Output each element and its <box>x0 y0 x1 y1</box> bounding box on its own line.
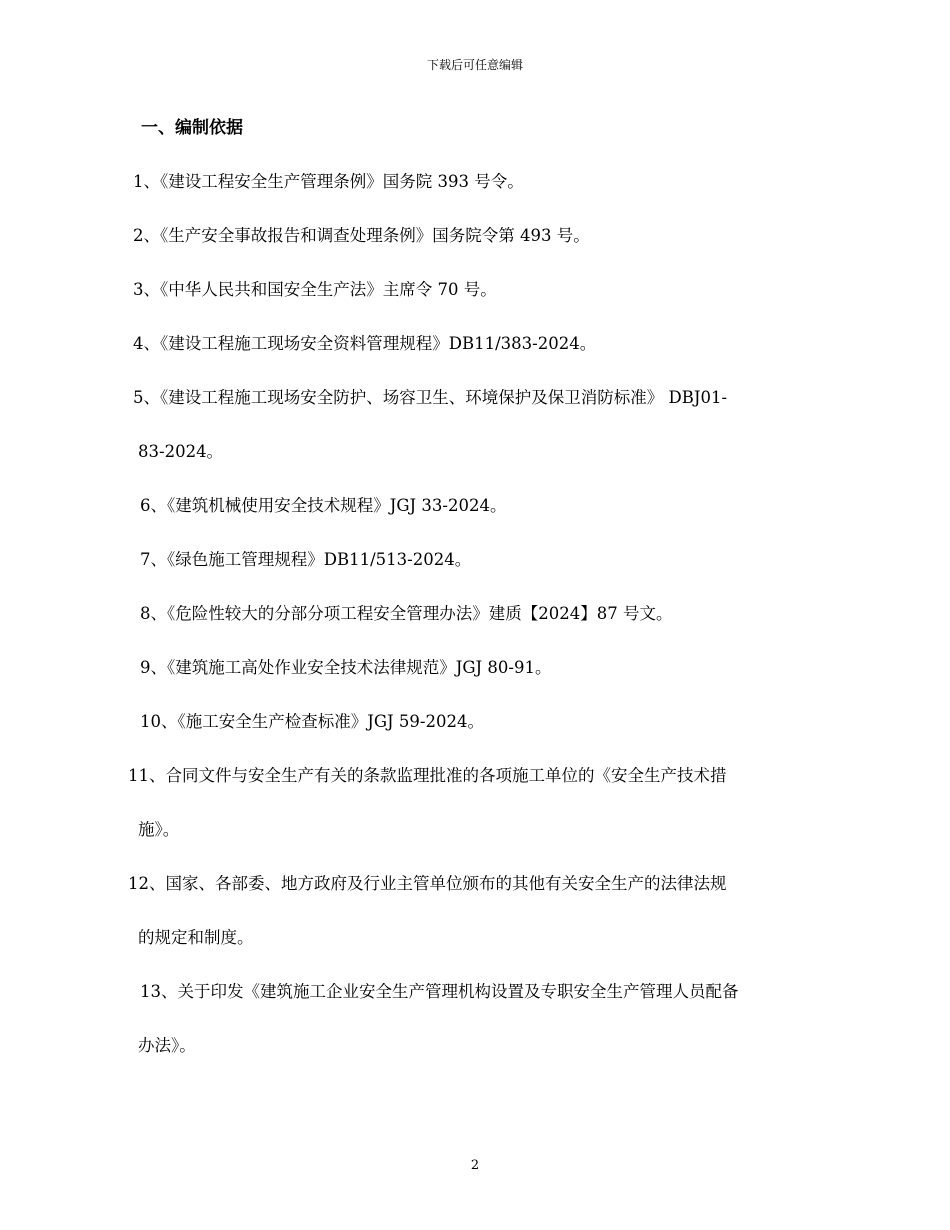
list-item: 12、国家、各部委、地方政府及行业主管单位颁布的其他有关安全生产的法律法规 <box>128 874 727 893</box>
list-item-continuation: 办法》。 <box>138 1036 196 1055</box>
list-item: 9、《建筑施工高处作业安全技术法律规范》JGJ 80-91。 <box>140 658 552 677</box>
page-number: 2 <box>470 1158 480 1173</box>
list-item-continuation: 施》。 <box>138 820 180 839</box>
list-item: 3、《中华人民共和国安全生产法》主席令 70 号。 <box>133 280 497 299</box>
list-item: 13、关于印发《建筑施工企业安全生产管理机构设置及专职安全生产管理人员配备 <box>140 982 739 1001</box>
list-item: 8、《危险性较大的分部分项工程安全管理办法》建质【2024】87 号文。 <box>140 604 673 623</box>
list-item: 7、《绿色施工管理规程》DB11/513-2024。 <box>140 550 472 569</box>
list-item: 6、《建筑机械使用安全技术规程》JGJ 33-2024。 <box>140 496 507 515</box>
section-title: 一、编制依据 <box>141 118 243 138</box>
list-item: 5、《建设工程施工现场安全防护、场容卫生、环境保护及保卫消防标准》 DBJ01- <box>133 388 728 407</box>
list-item-continuation: 的规定和制度。 <box>138 928 254 947</box>
list-item: 4、《建设工程施工现场安全资料管理规程》DB11/383-2024。 <box>133 334 597 353</box>
list-item: 11、合同文件与安全生产有关的条款监理批准的各项施工单位的《安全生产技术措 <box>128 766 727 785</box>
list-item: 1、《建设工程安全生产管理条例》国务院 393 号令。 <box>133 172 524 191</box>
list-item: 10、《施工安全生产检查标准》JGJ 59-2024。 <box>140 712 484 731</box>
list-item-continuation: 83-2024。 <box>138 442 224 461</box>
page-header-note: 下载后可任意编辑 <box>426 58 523 72</box>
list-item: 2、《生产安全事故报告和调查处理条例》国务院令第 493 号。 <box>133 226 590 245</box>
